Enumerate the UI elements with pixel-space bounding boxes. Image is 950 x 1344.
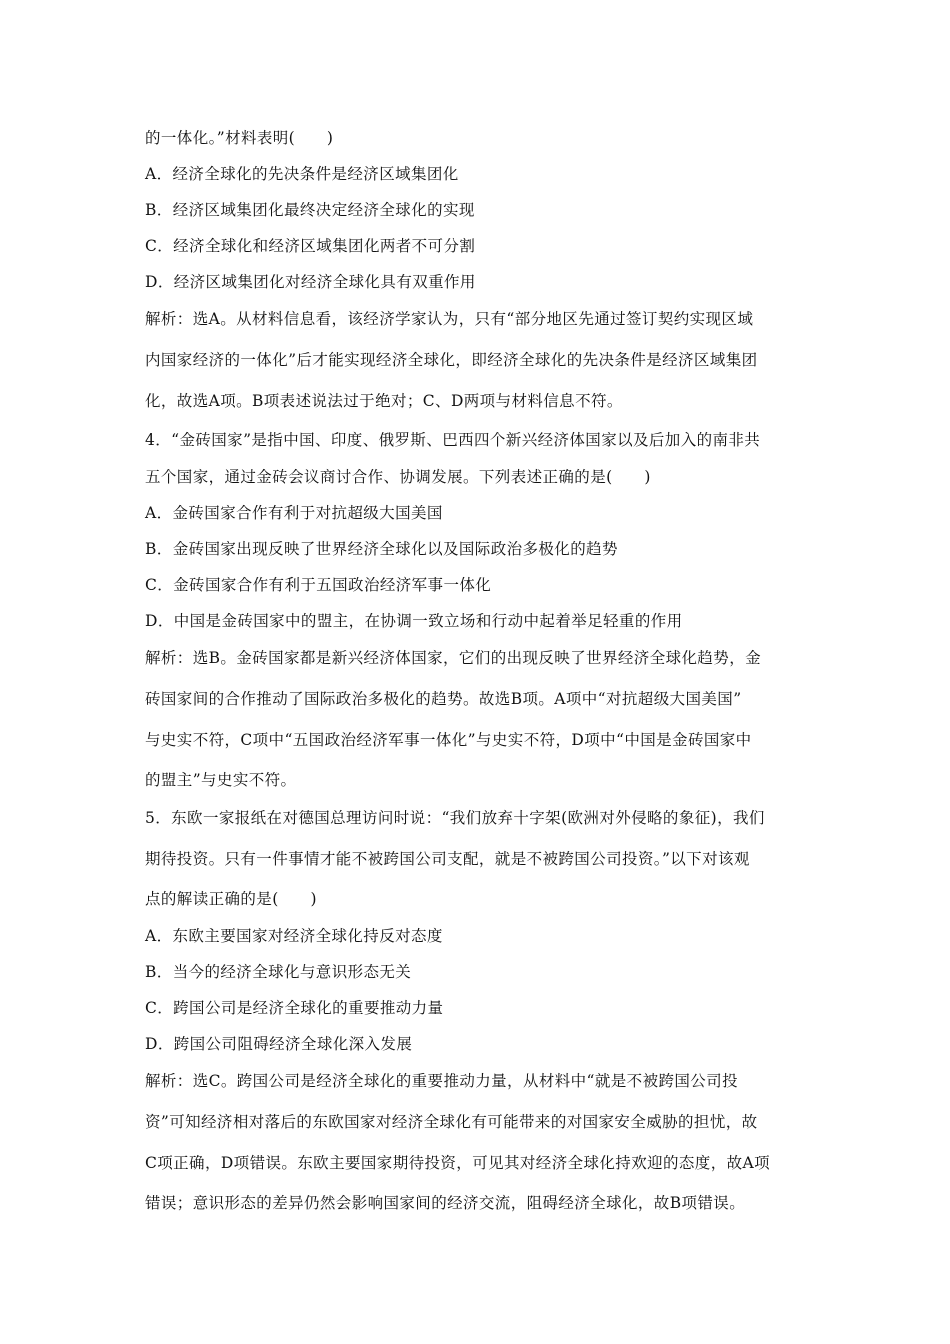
- text-line: 的一体化。”材料表明( ): [145, 129, 334, 147]
- option-b: B．金砖国家出现反映了世界经济全球化以及国际政治多极化的趋势: [145, 540, 618, 558]
- option-b: B．经济区域集团化最终决定经济全球化的实现: [145, 201, 475, 219]
- option-b: B．当今的经济全球化与意识形态无关: [145, 963, 412, 981]
- analysis-line: 与史实不符，C项中“五国政治经济军事一体化”与史实不符，D项中“中国是金砖国家中: [145, 731, 752, 749]
- analysis-line: 化，故选A项。B项表述说法过于绝对；C、D两项与材料信息不符。: [145, 392, 623, 410]
- analysis-line: 资”可知经济相对落后的东欧国家对经济全球化有可能带来的对国家安全威胁的担忧，故: [145, 1113, 758, 1131]
- question-5: 5．东欧一家报纸在对德国总理访问时说：“我们放弃十字架(欧洲对外侵略的象征)，我们: [145, 809, 765, 827]
- option-c: C．金砖国家合作有利于五国政治经济军事一体化: [145, 576, 492, 594]
- analysis-line: 解析：选B。金砖国家都是新兴经济体国家，它们的出现反映了世界经济全球化趋势，金: [145, 649, 761, 667]
- question-4: 4．“金砖国家”是指中国、印度、俄罗斯、巴西四个新兴经济体国家以及后加入的南非共: [145, 431, 761, 449]
- option-d: D．跨国公司阻碍经济全球化深入发展: [145, 1035, 413, 1053]
- option-a: A．金砖国家合作有利于对抗超级大国美国: [145, 504, 443, 522]
- option-a: A．东欧主要国家对经济全球化持反对态度: [145, 927, 443, 945]
- analysis-line: 解析：选C。跨国公司是经济全球化的重要推动力量，从材料中“就是不被跨国公司投: [145, 1072, 738, 1090]
- option-c: C．跨国公司是经济全球化的重要推动力量: [145, 999, 444, 1017]
- option-d: D．经济区域集团化对经济全球化具有双重作用: [145, 273, 476, 291]
- option-c: C．经济全球化和经济区域集团化两者不可分割: [145, 237, 476, 255]
- analysis-line: C项正确，D项错误。东欧主要国家期待投资，可见其对经济全球化持欢迎的态度，故A项: [145, 1154, 770, 1172]
- analysis-line: 内国家经济的一体化”后才能实现经济全球化，即经济全球化的先决条件是经济区域集团: [145, 351, 758, 369]
- analysis-line: 解析：选A。从材料信息看，该经济学家认为，只有“部分地区先通过签订契约实现区域: [145, 310, 754, 328]
- option-a: A．经济全球化的先决条件是经济区域集团化: [145, 165, 459, 183]
- question-5: 期待投资。只有一件事情才能不被跨国公司支配，就是不被跨国公司投资。”以下对该观: [145, 850, 750, 868]
- analysis-line: 的盟主”与史实不符。: [145, 771, 297, 789]
- option-d: D．中国是金砖国家中的盟主，在协调一致立场和行动中起着举足轻重的作用: [145, 612, 683, 630]
- analysis-line: 错误；意识形态的差异仍然会影响国家间的经济交流，阻碍经济全球化，故B项错误。: [145, 1194, 746, 1212]
- analysis-line: 砖国家间的合作推动了国际政治多极化的趋势。故选B项。A项中“对抗超级大国美国”: [145, 690, 742, 708]
- question-4: 五个国家，通过金砖会议商讨合作、协调发展。下列表述正确的是( ): [145, 468, 651, 486]
- question-5: 点的解读正确的是( ): [145, 890, 317, 908]
